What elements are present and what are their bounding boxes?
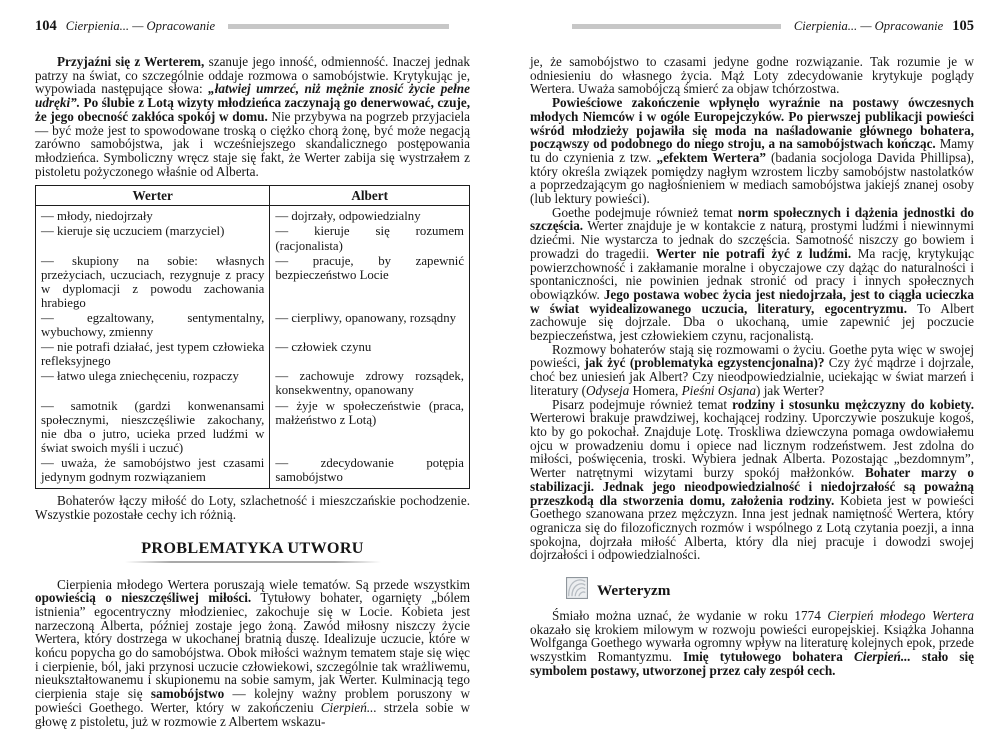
text-run: Imię tytułowego bohatera bbox=[682, 649, 854, 665]
text-run: Bohaterów łączy miłość do Loty, szlachetność i mieszczańskie pochodzenie. Wszystkie pozostałe cechy ich różnią. bbox=[35, 493, 470, 522]
text-run: Rozmowy bohaterów stają się rozmowami o życiu. Goethe pyta więc w swojej powieści, bbox=[530, 341, 974, 371]
paragraph bbox=[35, 578, 470, 729]
page-right bbox=[500, 0, 1000, 712]
table-cell: — nie potrafi działać, jest typem człowieka refleksyjnego bbox=[36, 340, 270, 369]
text-run: okazało się krokiem milowym w rozwoju powieści europejskiej. Książka Johanna Wolfganga Goethego wywarła ogromny wpływ na literaturę kolejnych epok, przede wszystkim Romantyzmu. bbox=[530, 621, 974, 665]
table-cell: — kieruje się uczuciem (marzyciel) bbox=[36, 224, 270, 253]
subsection-heading bbox=[566, 577, 974, 599]
table-cell: — dojrzały, odpowiedzialny bbox=[275, 209, 421, 224]
text-run: Goethe podejmuje również temat bbox=[552, 204, 738, 220]
text-run: Werter znajduje je w kontakcie z naturą, prostymi ludźmi i niewinnymi dziećmi. Nie wystarcza to jednak do szczęścia. Samotność niszczy go bowiem i prowadzi do tragedii. bbox=[530, 218, 974, 261]
text-run: Czy żyć mądrze i dojrzale, choć bez uniesień jak Albert? Czy nieodpowiedzialnie, uciekając w świat marzeń i literatury ( bbox=[530, 355, 974, 398]
text-run: Nie przybywa na pogrzeb przyjaciela — być może jest to spowodowane troską o ciężko chorą żonę, być może negacją zarówno samobójstwa, jak i wcześniejszego skandalicznego postępowania młodzieńca. Symboliczny wręcz staje się fakt, że Werter zabija się wystrzałem z pistoletu pożyczonego właśnie od Alberta. bbox=[35, 108, 471, 179]
text-run: Mamy tu do czynienia z tzw. bbox=[530, 136, 974, 165]
table-row bbox=[36, 224, 470, 253]
page-right-body bbox=[530, 55, 974, 678]
text-run: Tytułowy bohater, ogarnięty „bólem istnienia” egocentryczny młodzieniec, zakochuje się w Locie. Kobieta jest narzeczoną Alberta, później zostaje jego żoną. Zawód miłosny niszczy życie Wertera, który dostrzega w ukochanej bratnią duszę. Idealizuje uczucie, które w końcu popycha go do samobójstwa. Obok miłości ważnym tematem staje się więc i cierpienie, ból, jaki przynosi uczucie człowiekowi, szczególnie tak wrażliwemu, nieukształtowanemu i skupionemu na sobie samym, jak Werter. Kulminacją tego cierpienia staje się bbox=[35, 590, 470, 702]
text-run: Przyjaźni się z Werterem, bbox=[57, 54, 209, 69]
text-run: norm społecznych i dążenia jednostki do szczęścia. bbox=[530, 204, 975, 234]
table-cell: — egzaltowany, sentymentalny, wybuchowy, zmienny bbox=[36, 310, 270, 339]
table-header-cell: Albert bbox=[270, 186, 470, 206]
table-row bbox=[36, 253, 470, 310]
section-heading bbox=[35, 539, 470, 563]
text-run: Powieściowe zakończenie wpłynęło wyraźnie na postawy ówczesnych młodych Niemców i w ogóle Europejczyków. Po pierwszej publikacji powieści wśród młodzieży pojawiła się moda na naśladowanie głównego bohatera, począwszy od podobnego do niego stroju, a na samobójstwach kończąc. bbox=[530, 95, 974, 152]
text-run: opowieścią o nieszczęśliwej miłości. bbox=[35, 590, 252, 606]
text-run: rodziny i stosunku mężczyzny do kobiety. bbox=[732, 396, 974, 412]
table-row bbox=[36, 398, 470, 455]
page-left-header bbox=[35, 19, 470, 34]
text-run: Po ślubie z Lotą wizyty młodzieńca zaczynają go denerwować, czuje, że jego obecność zakłóca spokój w domu. bbox=[35, 95, 470, 124]
subsection-heading-text: Werteryzm bbox=[597, 582, 671, 600]
comparison-table bbox=[35, 185, 470, 489]
text-run: — kolejny ważny problem poruszony w powieści Goethego. Werter, który w zakończeniu bbox=[35, 686, 470, 715]
header-rule-bar bbox=[572, 24, 781, 29]
running-title: Cierpienia... — Opracowanie bbox=[65, 19, 216, 33]
text-run: Odyseja bbox=[586, 382, 630, 398]
page-number: 105 bbox=[952, 18, 974, 34]
table-cell: — cierpliwy, opanowany, rozsądny bbox=[275, 310, 457, 325]
text-run: je, że samobójstwo to czasami jedyne godne rozwiązanie. Tak rozumie je w odniesieniu do własnego życia. Mąż Loty zdecydowanie krytykuje poglądy Wertera. Uważa samobójczą śmierć za objaw tchórzostwa. bbox=[530, 54, 974, 97]
table-cell: — pracuje, by zapewnić bezpieczeństwo Locie bbox=[275, 253, 464, 282]
text-run: Homera, bbox=[629, 382, 682, 398]
text-run: „efektem Wertera” bbox=[656, 149, 766, 165]
page-left-body bbox=[35, 55, 470, 728]
paragraph bbox=[530, 398, 974, 562]
text-run: Bohater marzy o stabilizacji. Jednak jego nieodpowiedzialność i niedojrzałość są poważną przeszkodą dla stworzenia domu, założenia rodziny. bbox=[530, 465, 974, 508]
table-row bbox=[36, 206, 470, 224]
text-run: stało się symbolem postawy, utworzonej przez cały zespół cech. bbox=[530, 649, 974, 678]
running-title: Cierpienia... — Opracowanie bbox=[793, 19, 944, 33]
paragraph bbox=[530, 96, 974, 206]
table-cell: — młody, niedojrzały bbox=[36, 206, 270, 224]
table-row bbox=[36, 369, 470, 398]
text-run: Pisarz podejmuje również temat bbox=[552, 396, 733, 412]
table-header-cell: Werter bbox=[36, 186, 270, 206]
table-cell: — człowiek czynu bbox=[275, 340, 372, 355]
text-run: Śmiało można uznać, że wydanie w roku 1774 bbox=[552, 608, 828, 624]
text-run: Ma rację, krytykując powierzchowność i zakłamanie moralne i obyczajowe czy dążąc do naturalności i spontaniczności, nie powinien jednak stronić od pracy i innych społecznych obowiązków. bbox=[530, 245, 974, 302]
table-cell: — uważa, że samobójstwo jest czasami jedynym godnym rozwiązaniem bbox=[36, 455, 270, 488]
page-right-header bbox=[530, 19, 974, 34]
text-run: strzela sobie w głowę z pistoletu, już w rozmowie z Albertem wskazu- bbox=[35, 699, 470, 729]
paragraph bbox=[530, 343, 974, 398]
text-run: Pieśni Osjana bbox=[681, 382, 756, 398]
paragraph bbox=[35, 55, 470, 178]
paragraph bbox=[530, 206, 974, 343]
table-row bbox=[36, 310, 470, 339]
text-run: (badania socjologa Davida Phillipsa), który określa związek pomiędzy nagłym wzrostem liczby samobójstw nastolatków a poprzedzającym go nagłośnieniem w mediach samobójstwa jakiejś znanej osoby (lub lektury powieści). bbox=[530, 149, 974, 207]
text-run: Werterowi brakuje prawdziwej, kochającej rodziny. Uporczywie poszukuje kogoś, kto by go pokochał. Znajduje Lotę. Troskliwa dziewczyna pomaga owdowiałemu ojcu w prowadzeniu domu i opiece nad licznym rodzeństwem. Jest zdolna do miłości, poświęcenia, troski. Wybiera jednak Alberta. Pozostając „bezdomnym”, Werter natrętnymi wizytami burzy spokój małżonków. bbox=[530, 410, 974, 481]
table-cell: — zdecydowanie potępia samobójstwo bbox=[275, 455, 464, 485]
text-run: samobójstwo bbox=[150, 686, 225, 702]
table-cell: — kieruje się rozumem (racjonalista) bbox=[275, 224, 464, 253]
ornament-icon bbox=[566, 577, 588, 599]
text-run: „łatwiej umrzeć, niż mężnie znosić życie pełne udręki”. bbox=[35, 81, 470, 111]
table-header-row bbox=[36, 186, 470, 206]
text-run: jak żyć (problematyka egzystencjonalna)? bbox=[584, 355, 825, 371]
paragraph bbox=[35, 494, 470, 521]
text-run: To Albert zachowuje się dojrzale. Dba o ukochaną, umie zapewnić jej poczucie bezpieczeństwa, jest człowiekiem czynu, racjonalistą. bbox=[530, 300, 975, 344]
text-run: ) jak Werter? bbox=[756, 382, 825, 398]
text-run: Cierpień... bbox=[320, 699, 377, 715]
text-run: Kobieta jest w powieści Goethego szanowana przez mężczyzn. Inna jest jednak namiętność Wertera, który ogranicza się do filozoficznych rozmów i wspólnego z Lotą czytania poezji, a inna spokojna, dojrzała miłość Alberta, który dla niej pracuje i dowodzi swojej dojrzałości i odpowiedzialności. bbox=[530, 492, 974, 563]
text-run: Cierpień... bbox=[853, 649, 911, 665]
table-cell: — samotnik (gardzi konwenansami społecznymi, nieszczęśliwie zakochany, nie dba o jutro, ucieka przed ludźmi w świat swoich myśli i uczuć) bbox=[36, 398, 270, 455]
heading-rule bbox=[125, 561, 381, 563]
table-row bbox=[36, 340, 470, 369]
table-cell: — żyje w społeczeństwie (praca, małżeństwo z Lotą) bbox=[275, 398, 464, 427]
table-row bbox=[36, 455, 470, 488]
paragraph bbox=[530, 609, 974, 678]
table-cell: — skupiony na sobie: własnych przeżyciach, uczuciach, rezygnuje z pracy w dyplomacji z powodu zachowania hrabiego bbox=[36, 253, 270, 310]
text-run: Cierpienia młodego Wertera poruszają wiele tematów. Są przede wszystkim bbox=[57, 576, 470, 592]
table-cell: — zachowuje zdrowy rozsądek, konsekwentny, opanowany bbox=[275, 369, 464, 398]
table-cell: — łatwo ulega zniechęceniu, rozpaczy bbox=[36, 369, 270, 398]
text-run: szanuje jego inność, odmienność. Inaczej jednak patrzy na świat, co szczególnie oddaje rozmowa o samobójstwie. Krytykując je, wypowiada następujące słowa: bbox=[35, 54, 470, 97]
text-run: Cierpień młodego Wertera bbox=[827, 608, 974, 624]
text-run: Jego postawa wobec życia jest niedojrzała, jest to ciągła ucieczka w świat wyidealizowanego uczucia, literatury, egocentryzmu. bbox=[530, 286, 974, 316]
text-run: Werter nie potrafi żyć z ludźmi. bbox=[655, 245, 852, 261]
header-rule-bar bbox=[228, 24, 449, 29]
paragraph bbox=[530, 55, 974, 96]
page-number: 104 bbox=[35, 18, 57, 34]
section-heading-text: PROBLEMATYKA UTWORU bbox=[141, 538, 364, 557]
